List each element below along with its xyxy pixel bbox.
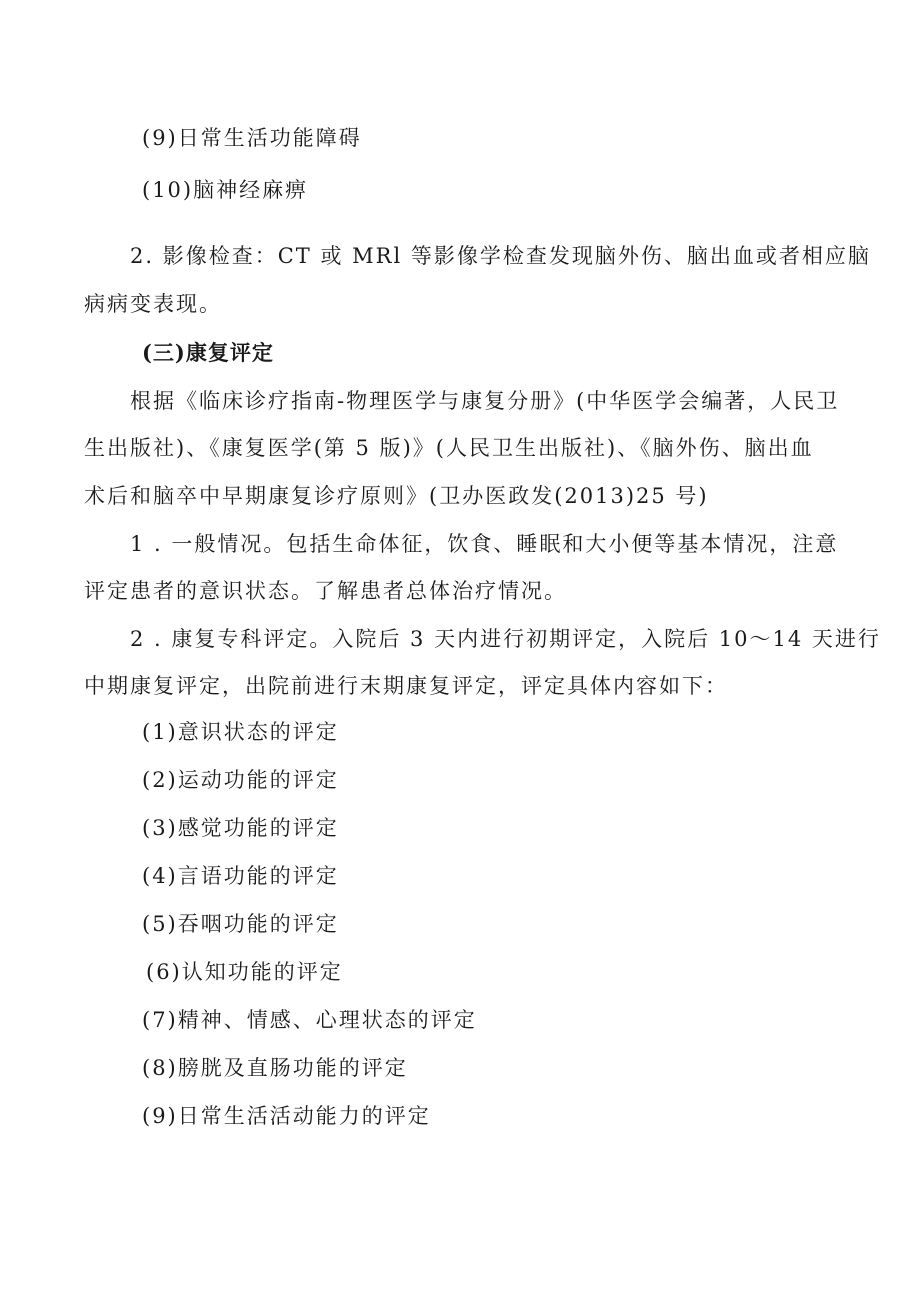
- list-item: (7)精神、情感、心理状态的评定: [142, 1008, 477, 1032]
- list-item: (1)意识状态的评定: [142, 720, 339, 744]
- reference-paragraph-line: 术后和脑卒中早期康复诊疗原则》(卫办医政发(2013)25 号): [84, 484, 709, 508]
- imaging-paragraph-line: 2. 影像检查：CT 或 MRl 等影像学检查发现脑外伤、脑出血或者相应脑: [130, 244, 871, 268]
- imaging-paragraph-line: 病病变表现。: [84, 292, 222, 316]
- specialty-paragraph-line: 中期康复评定，出院前进行末期康复评定，评定具体内容如下：: [84, 674, 728, 698]
- section-heading: (三)康复评定: [142, 340, 274, 365]
- list-item: (2)运动功能的评定: [142, 768, 339, 792]
- list-item: (8)膀胱及直肠功能的评定: [142, 1056, 408, 1080]
- general-paragraph-line: 评定患者的意识状态。了解患者总体治疗情况。: [84, 579, 567, 603]
- list-item: (10)脑神经麻痹: [142, 178, 309, 202]
- reference-paragraph-line: 根据《临床诊疗指南-物理医学与康复分册》(中华医学会编著，人民卫: [130, 389, 840, 413]
- specialty-paragraph-line: 2 . 康复专科评定。入院后 3 天内进行初期评定，入院后 10～14 天进行: [130, 627, 881, 651]
- list-item: (4)言语功能的评定: [142, 864, 339, 888]
- general-paragraph-line: 1 . 一般情况。包括生命体征，饮食、睡眠和大小便等基本情况，注意: [130, 532, 839, 556]
- list-item: (9)日常生活功能障碍: [142, 126, 362, 150]
- list-item: (5)吞咽功能的评定: [142, 912, 339, 936]
- list-item: (6)认知功能的评定: [146, 960, 343, 984]
- list-item: (9)日常生活活动能力的评定: [142, 1104, 431, 1128]
- reference-paragraph-line: 生出版社)、《康复医学(第 5 版)》(人民卫生出版社)、《脑外伤、脑出血: [84, 436, 814, 460]
- list-item: (3)感觉功能的评定: [142, 816, 339, 840]
